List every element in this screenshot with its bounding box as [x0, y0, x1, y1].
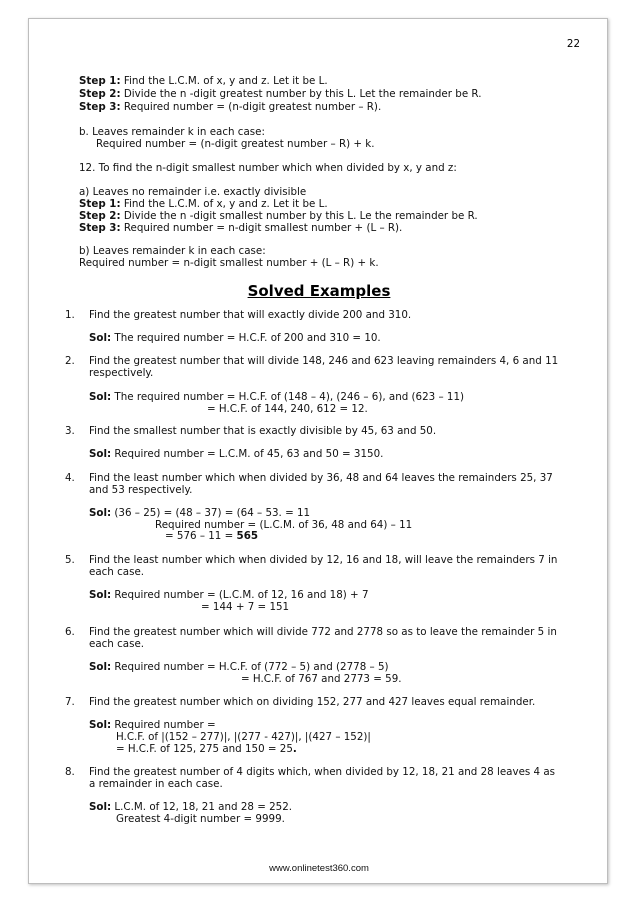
- example-solution: Sol: The required number = H.C.F. of 200 and 310 = 10.: [89, 332, 381, 344]
- example-solution: Sol: L.C.M. of 12, 18, 21 and 28 = 252.: [89, 801, 293, 813]
- example-question: Find the greatest number which on dividing 152, 277 and 427 leaves equal remainder.: [89, 696, 536, 708]
- footer-url: www.onlinetest360.com: [269, 863, 369, 874]
- case-b2-formula: Required number = n-digit smallest number + (L – R) + k.: [79, 257, 379, 269]
- example-question: Find the least number which when divided by 36, 48 and 64 leaves the remainders 25, 37: [89, 472, 553, 484]
- example-solution-cont: = H.C.F. of 767 and 2773 = 59.: [241, 673, 402, 685]
- example-solution-result: = H.C.F. of 125, 275 and 150 = 25.: [116, 743, 297, 755]
- example-number: 2.: [65, 355, 75, 367]
- example-question: Find the greatest number that will divide 148, 246 and 623 leaving remainders 4, 6 and 11: [89, 355, 559, 367]
- example-question-cont: and 53 respectively.: [89, 484, 193, 496]
- example-number: 4.: [65, 472, 75, 484]
- example-solution-cont: Greatest 4-digit number = 9999.: [116, 813, 285, 825]
- example-solution: Sol: The required number = H.C.F. of (148 – 4), (246 – 6), and (623 – 11): [89, 391, 465, 403]
- step-3-line: Step 3: Required number = (n-digit greatest number – R).: [79, 101, 382, 113]
- case-b-formula: Required number = (n-digit greatest number – R) + k.: [96, 138, 375, 150]
- example-solution: Sol: Required number =: [89, 719, 216, 731]
- example-question: Find the greatest number which will divide 772 and 2778 so as to leave the remainder 5 in: [89, 626, 557, 638]
- rule-12-heading: 12. To find the n-digit smallest number which when divided by x, y and z:: [79, 162, 457, 174]
- example-number: 5.: [65, 554, 75, 566]
- example-question: Find the least number which when divided by 12, 16 and 18, will leave the remainders 7 in: [89, 554, 558, 566]
- example-question-cont: a remainder in each case.: [89, 778, 223, 790]
- case-a-step-2: Step 2: Divide the n -digit smallest number by this L. Le the remainder be R.: [79, 210, 478, 222]
- example-question: Find the greatest number of 4 digits which, when divided by 12, 18, 21 and 28 leaves 4 as: [89, 766, 556, 778]
- example-solution-cont: = H.C.F. of 144, 240, 612 = 12.: [207, 403, 368, 415]
- example-question-cont: respectively.: [89, 367, 154, 379]
- example-solution-cont: H.C.F. of |(152 – 277)|, |(277 - 427)|, |(427 – 152)|: [116, 731, 371, 743]
- case-b2-heading: b) Leaves remainder k in each case:: [79, 245, 266, 257]
- step-1-line: Step 1: Find the L.C.M. of x, y and z. Let it be L.: [79, 75, 328, 87]
- example-solution: Sol: (36 – 25) = (48 – 37) = (64 – 53. = 11: [89, 507, 311, 519]
- example-number: 7.: [65, 696, 75, 708]
- example-number: 8.: [65, 766, 75, 778]
- section-title: Solved Examples: [247, 282, 391, 300]
- step-2-line: Step 2: Divide the n -digit greatest number by this L. Let the remainder be R.: [79, 88, 482, 100]
- case-b-heading: b. Leaves remainder k in each case:: [79, 126, 265, 138]
- example-question-cont: each case.: [89, 638, 145, 650]
- example-question-cont: each case.: [89, 566, 145, 578]
- example-number: 1.: [65, 309, 75, 321]
- example-solution-cont: = 144 + 7 = 151: [201, 601, 290, 613]
- example-question: Find the smallest number that is exactly divisible by 45, 63 and 50.: [89, 425, 437, 437]
- page-number: 22: [566, 38, 580, 50]
- example-solution: Sol: Required number = H.C.F. of (772 – 5) and (2778 – 5): [89, 661, 389, 673]
- example-solution: Sol: Required number = (L.C.M. of 12, 16 and 18) + 7: [89, 589, 369, 601]
- example-number: 6.: [65, 626, 75, 638]
- example-number: 3.: [65, 425, 75, 437]
- case-a-step-1: Step 1: Find the L.C.M. of x, y and z. Let it be L.: [79, 198, 328, 210]
- case-a-heading: a) Leaves no remainder i.e. exactly divisible: [79, 186, 307, 198]
- example-solution-cont: Required number = (L.C.M. of 36, 48 and 64) – 11: [155, 519, 413, 531]
- example-solution-result: = 576 – 11 = 565: [165, 530, 259, 542]
- example-question: Find the greatest number that will exactly divide 200 and 310.: [89, 309, 412, 321]
- example-solution: Sol: Required number = L.C.M. of 45, 63 and 50 = 3150.: [89, 448, 384, 460]
- case-a-step-3: Step 3: Required number = n-digit smallest number + (L – R).: [79, 222, 403, 234]
